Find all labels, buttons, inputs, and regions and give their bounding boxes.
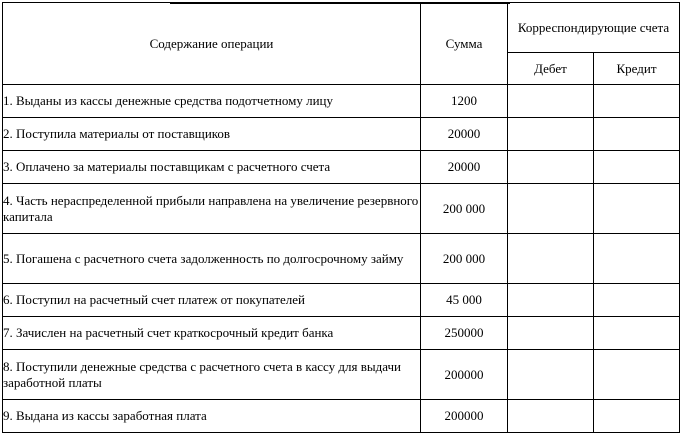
operation-cell: 8. Поступили денежные средства с расчетного счета в кассу для выдачи заработной платы [3, 350, 421, 400]
credit-cell [594, 400, 680, 433]
credit-cell [594, 317, 680, 350]
operations-table [2, 2, 680, 433]
debit-cell [508, 85, 594, 118]
table-row [3, 234, 680, 284]
table-row [3, 85, 680, 118]
amount-cell: 20000 [421, 118, 508, 151]
amount-cell: 45 000 [421, 284, 508, 317]
header-debit: Дебет [508, 53, 594, 85]
table-row [3, 118, 680, 151]
credit-cell [594, 284, 680, 317]
amount-cell: 200 000 [421, 184, 508, 234]
operation-cell: 7. Зачислен на расчетный счет краткосрочный кредит банка [3, 317, 421, 350]
debit-cell [508, 400, 594, 433]
header-row [3, 3, 680, 53]
debit-cell [508, 284, 594, 317]
credit-cell [594, 350, 680, 400]
credit-cell [594, 85, 680, 118]
credit-cell [594, 151, 680, 184]
table-row [3, 284, 680, 317]
table-row [3, 400, 680, 433]
credit-cell [594, 184, 680, 234]
operation-cell: 1. Выданы из кассы денежные средства подотчетному лицу [3, 85, 421, 118]
debit-cell [508, 151, 594, 184]
amount-cell: 250000 [421, 317, 508, 350]
table-row [3, 317, 680, 350]
amount-cell: 200000 [421, 400, 508, 433]
amount-cell: 200000 [421, 350, 508, 400]
debit-cell [508, 317, 594, 350]
header-amount: Сумма [421, 3, 508, 85]
debit-cell [508, 184, 594, 234]
credit-cell [594, 234, 680, 284]
table-row [3, 151, 680, 184]
operation-cell: 3. Оплачено за материалы поставщикам с расчетного счета [3, 151, 421, 184]
debit-cell [508, 350, 594, 400]
header-corresponding-accounts: Корреспондирующие счета [508, 3, 680, 53]
credit-cell [594, 118, 680, 151]
header-credit: Кредит [594, 53, 680, 85]
amount-cell: 20000 [421, 151, 508, 184]
amount-cell: 200 000 [421, 234, 508, 284]
header-content: Содержание операции [3, 3, 421, 85]
operation-cell: 4. Часть нераспределенной прибыли направлена на увеличение резервного капитала [3, 184, 421, 234]
operation-cell: 5. Погашена с расчетного счета задолженность по долгосрочному займу [3, 234, 421, 284]
operation-cell: 2. Поступила материалы от поставщиков [3, 118, 421, 151]
operation-cell: 9. Выдана из кассы заработная плата [3, 400, 421, 433]
debit-cell [508, 234, 594, 284]
operation-cell: 6. Поступил на расчетный счет платеж от покупателей [3, 284, 421, 317]
table-row [3, 184, 680, 234]
table-row [3, 350, 680, 400]
amount-cell: 1200 [421, 85, 508, 118]
debit-cell [508, 118, 594, 151]
